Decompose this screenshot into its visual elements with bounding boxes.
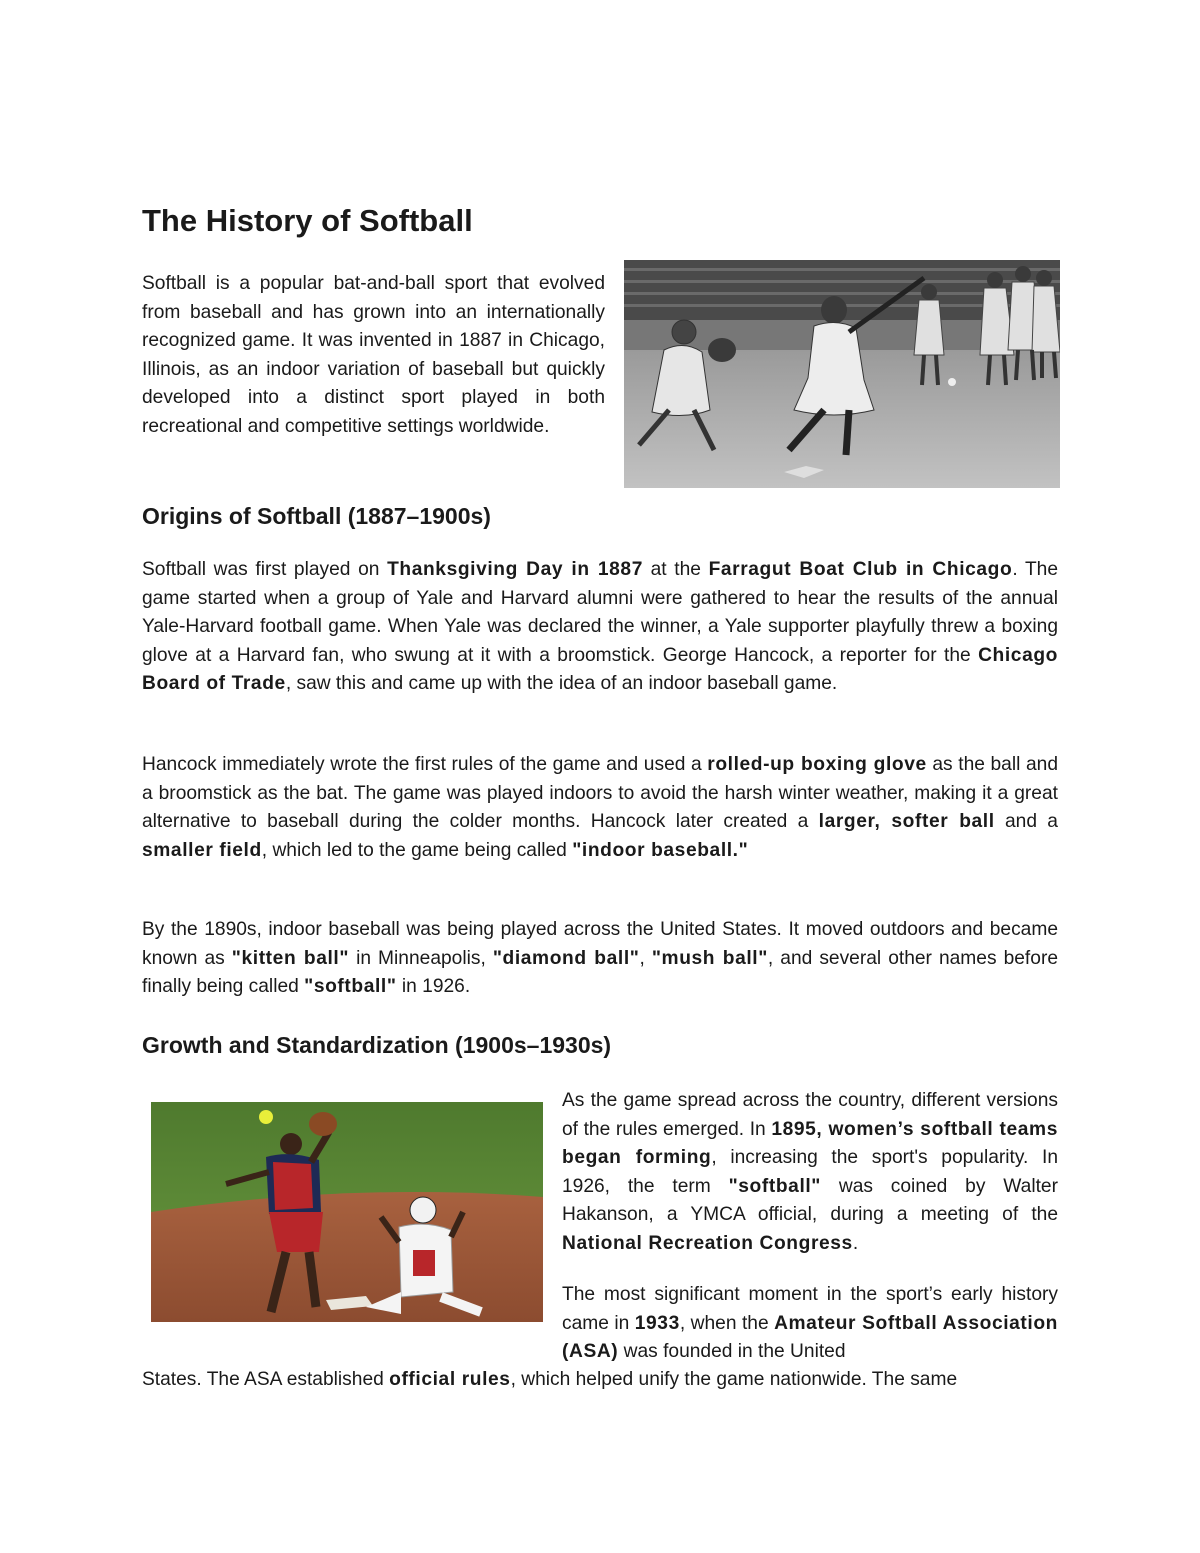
bold-text: National Recreation Congress [562, 1232, 853, 1254]
text-run: As the game spread across the country, different versions of the rules emerged. In [562, 1090, 1058, 1140]
intro-paragraph: Softball is a popular bat-and-ball sport that evolved from baseball and has grown into an internationally recognized game. It was invented in 1887 in Chicago, Illinois, as an indoor variation of baseball but quickly developed into a distinct sport played in both recreational and competitive settings worldwide. [142, 273, 605, 437]
origins-paragraph-2 [142, 751, 1058, 865]
bold-text: 1933 [634, 1312, 680, 1334]
growth-paragraph-2b [142, 1366, 1058, 1395]
origins-paragraph-1 [142, 556, 1058, 699]
bold-text: rolled-up boxing glove [707, 754, 927, 775]
text-run: in Minneapolis, [349, 947, 493, 969]
text-run: as the ball and a broomstick as the bat. The game was played indoors to avoid the harsh winter weather, making it a great alternative to baseball during the colder months. Hancock later created a [142, 754, 1058, 832]
text-run: , [639, 947, 652, 969]
text-run: , which led to the game being called [261, 839, 573, 861]
bold-text: "indoor baseball." [572, 839, 749, 861]
text-run: and a [994, 811, 1058, 832]
growth-paragraph-1 [562, 1087, 1058, 1258]
text-run: States. The ASA established [142, 1369, 390, 1390]
bold-text: "softball" [728, 1175, 821, 1197]
bold-text: Chicago Board of Trade [142, 644, 1058, 694]
text-run: , and several other names before finally being called [142, 947, 1058, 997]
bold-text: Farragut Boat Club in Chicago [708, 559, 1013, 580]
text-run: . The game started when a group of Yale and Harvard alumni were gathered to hear the results of the annual Yale-Harvard football game. When Yale was declared the winner, a Yale supporter playfully threw a boxing glove at a Harvard fan, who swung at it with a broomstick. George Hancock, a reporter for the [142, 559, 1059, 666]
origins-paragraph-3 [142, 916, 1058, 1002]
bold-text: Amateur Softball Association (ASA) [562, 1312, 1058, 1362]
text-run: Softball was first played on [142, 559, 388, 580]
bold-text: 1895, women’s softball teams began forming [562, 1118, 1058, 1168]
modern-softball-photo [151, 1102, 543, 1322]
text-run: was founded in the United [618, 1341, 846, 1362]
page-title: The History of Softball [142, 203, 473, 238]
text-run: , increasing the sport's popularity. In 1926, the term [562, 1147, 1059, 1197]
text-run: was coined by Walter Hakanson, a YMCA official, during a meeting of the [562, 1175, 1058, 1225]
bold-text: smaller field [142, 839, 262, 861]
bold-text: "softball" [304, 976, 397, 997]
bold-text: official rules [389, 1369, 511, 1390]
section-heading-origins: Origins of Softball (1887–1900s) [142, 503, 491, 529]
text-run: The most significant moment in the sport’s early history came in [562, 1284, 1058, 1334]
text-run: , when the [679, 1312, 775, 1334]
text-run: Hancock immediately wrote the first rules of the game and used a [142, 754, 708, 775]
growth-paragraph-2a [562, 1281, 1058, 1367]
bold-text: "mush ball" [651, 947, 768, 969]
text-run: , which helped unify the game nationwide. The same [510, 1369, 958, 1390]
bold-text: larger, softer ball [818, 811, 995, 832]
text-run: in 1926. [396, 976, 471, 997]
text-run: . [852, 1232, 859, 1254]
text-run: By the 1890s, indoor baseball was being played across the United States. It moved outdoors and became known as [142, 919, 1058, 969]
vintage-softball-photo [624, 260, 1060, 488]
section-heading-growth: Growth and Standardization (1900s–1930s) [142, 1032, 612, 1058]
bold-text: Thanksgiving Day in 1887 [387, 559, 643, 580]
text-run: at the [642, 559, 709, 580]
bold-text: "kitten ball" [231, 947, 350, 969]
bold-text: "diamond ball" [492, 947, 640, 969]
text-run: , saw this and came up with the idea of an indoor baseball game. [285, 673, 838, 694]
